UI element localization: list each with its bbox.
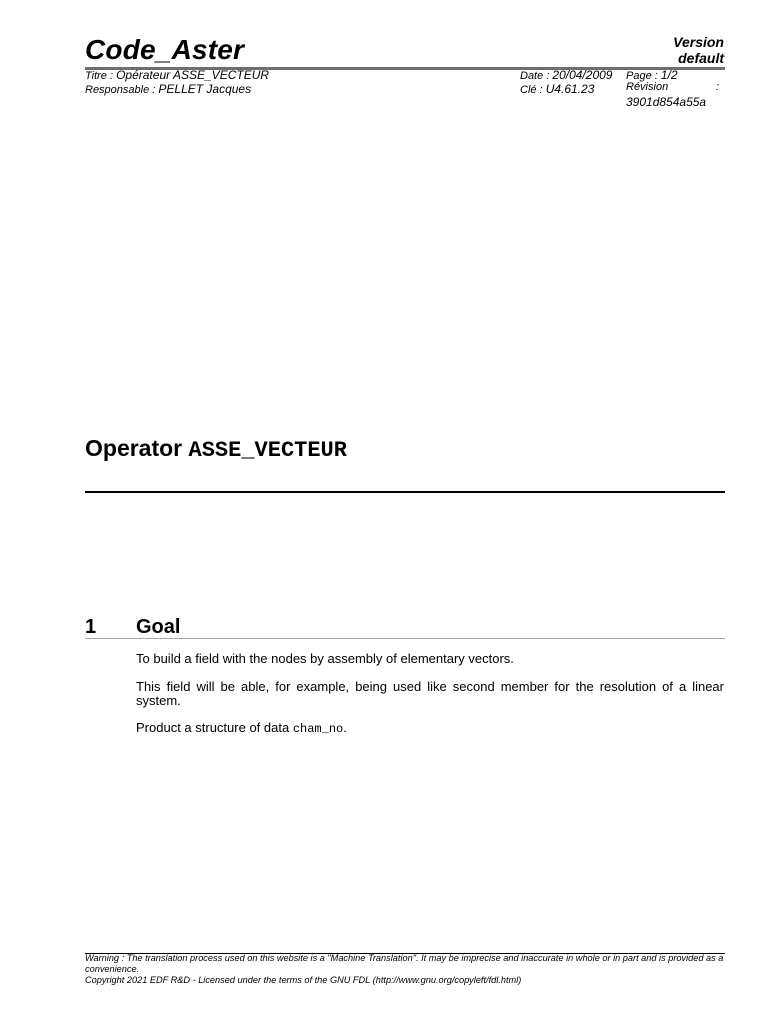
- cle-line: [520, 82, 594, 97]
- responsable-line: [85, 82, 251, 97]
- revision-colon: :: [716, 81, 720, 93]
- titre-line: [85, 68, 269, 83]
- section-rule: [85, 638, 725, 639]
- titre-label: Titre :: [85, 70, 117, 82]
- brand-logo-text: Code_Aster: [85, 34, 245, 65]
- date-label: Date :: [520, 70, 553, 82]
- page-label: Page :: [626, 70, 661, 82]
- date-line: [520, 68, 612, 83]
- section-title: Goal: [136, 616, 181, 638]
- paragraph-2: This field will be able, for example, being used like second member for the resolution of a linear system.: [136, 679, 724, 708]
- version-value: default: [678, 50, 724, 66]
- footer-copyright: Copyright 2021 EDF R&D - Licensed under the terms of the GNU FDL (http://www.gnu.org/copyleft/fdl.html): [85, 975, 522, 985]
- title-rule: [85, 491, 725, 493]
- paragraph-3-code: cham_no: [292, 722, 344, 736]
- page-value: 1/2: [660, 68, 678, 82]
- title-code: ASSE_VECTEUR: [188, 438, 347, 463]
- paragraph-3: [136, 721, 724, 736]
- cle-value: U4.61.23: [545, 82, 595, 96]
- version-label: Version: [673, 34, 724, 50]
- date-value: 20/04/2009: [552, 68, 613, 82]
- revision-label: Révision: [626, 81, 669, 93]
- cle-label: Clé :: [520, 84, 546, 96]
- footer-warning: Warning : The translation process used on this website is a "Machine Translation". It may be imprecise and inaccurate in whole or in part and is provided as a convenience.: [85, 953, 724, 974]
- revision-value: 3901d854a55a: [626, 95, 707, 109]
- section-number: 1: [85, 616, 97, 638]
- paragraph-3-text: Product a structure of data: [136, 720, 293, 735]
- paragraph-1: To build a field with the nodes by assembly of elementary vectors.: [136, 651, 514, 666]
- title-prefix: Operator: [85, 435, 189, 461]
- responsable-value: PELLET Jacques: [158, 82, 252, 96]
- document-title: [85, 435, 347, 463]
- responsable-label: Responsable :: [85, 84, 159, 96]
- titre-value: Opérateur ASSE_VECTEUR: [116, 68, 270, 82]
- paragraph-3-end: .: [343, 720, 347, 735]
